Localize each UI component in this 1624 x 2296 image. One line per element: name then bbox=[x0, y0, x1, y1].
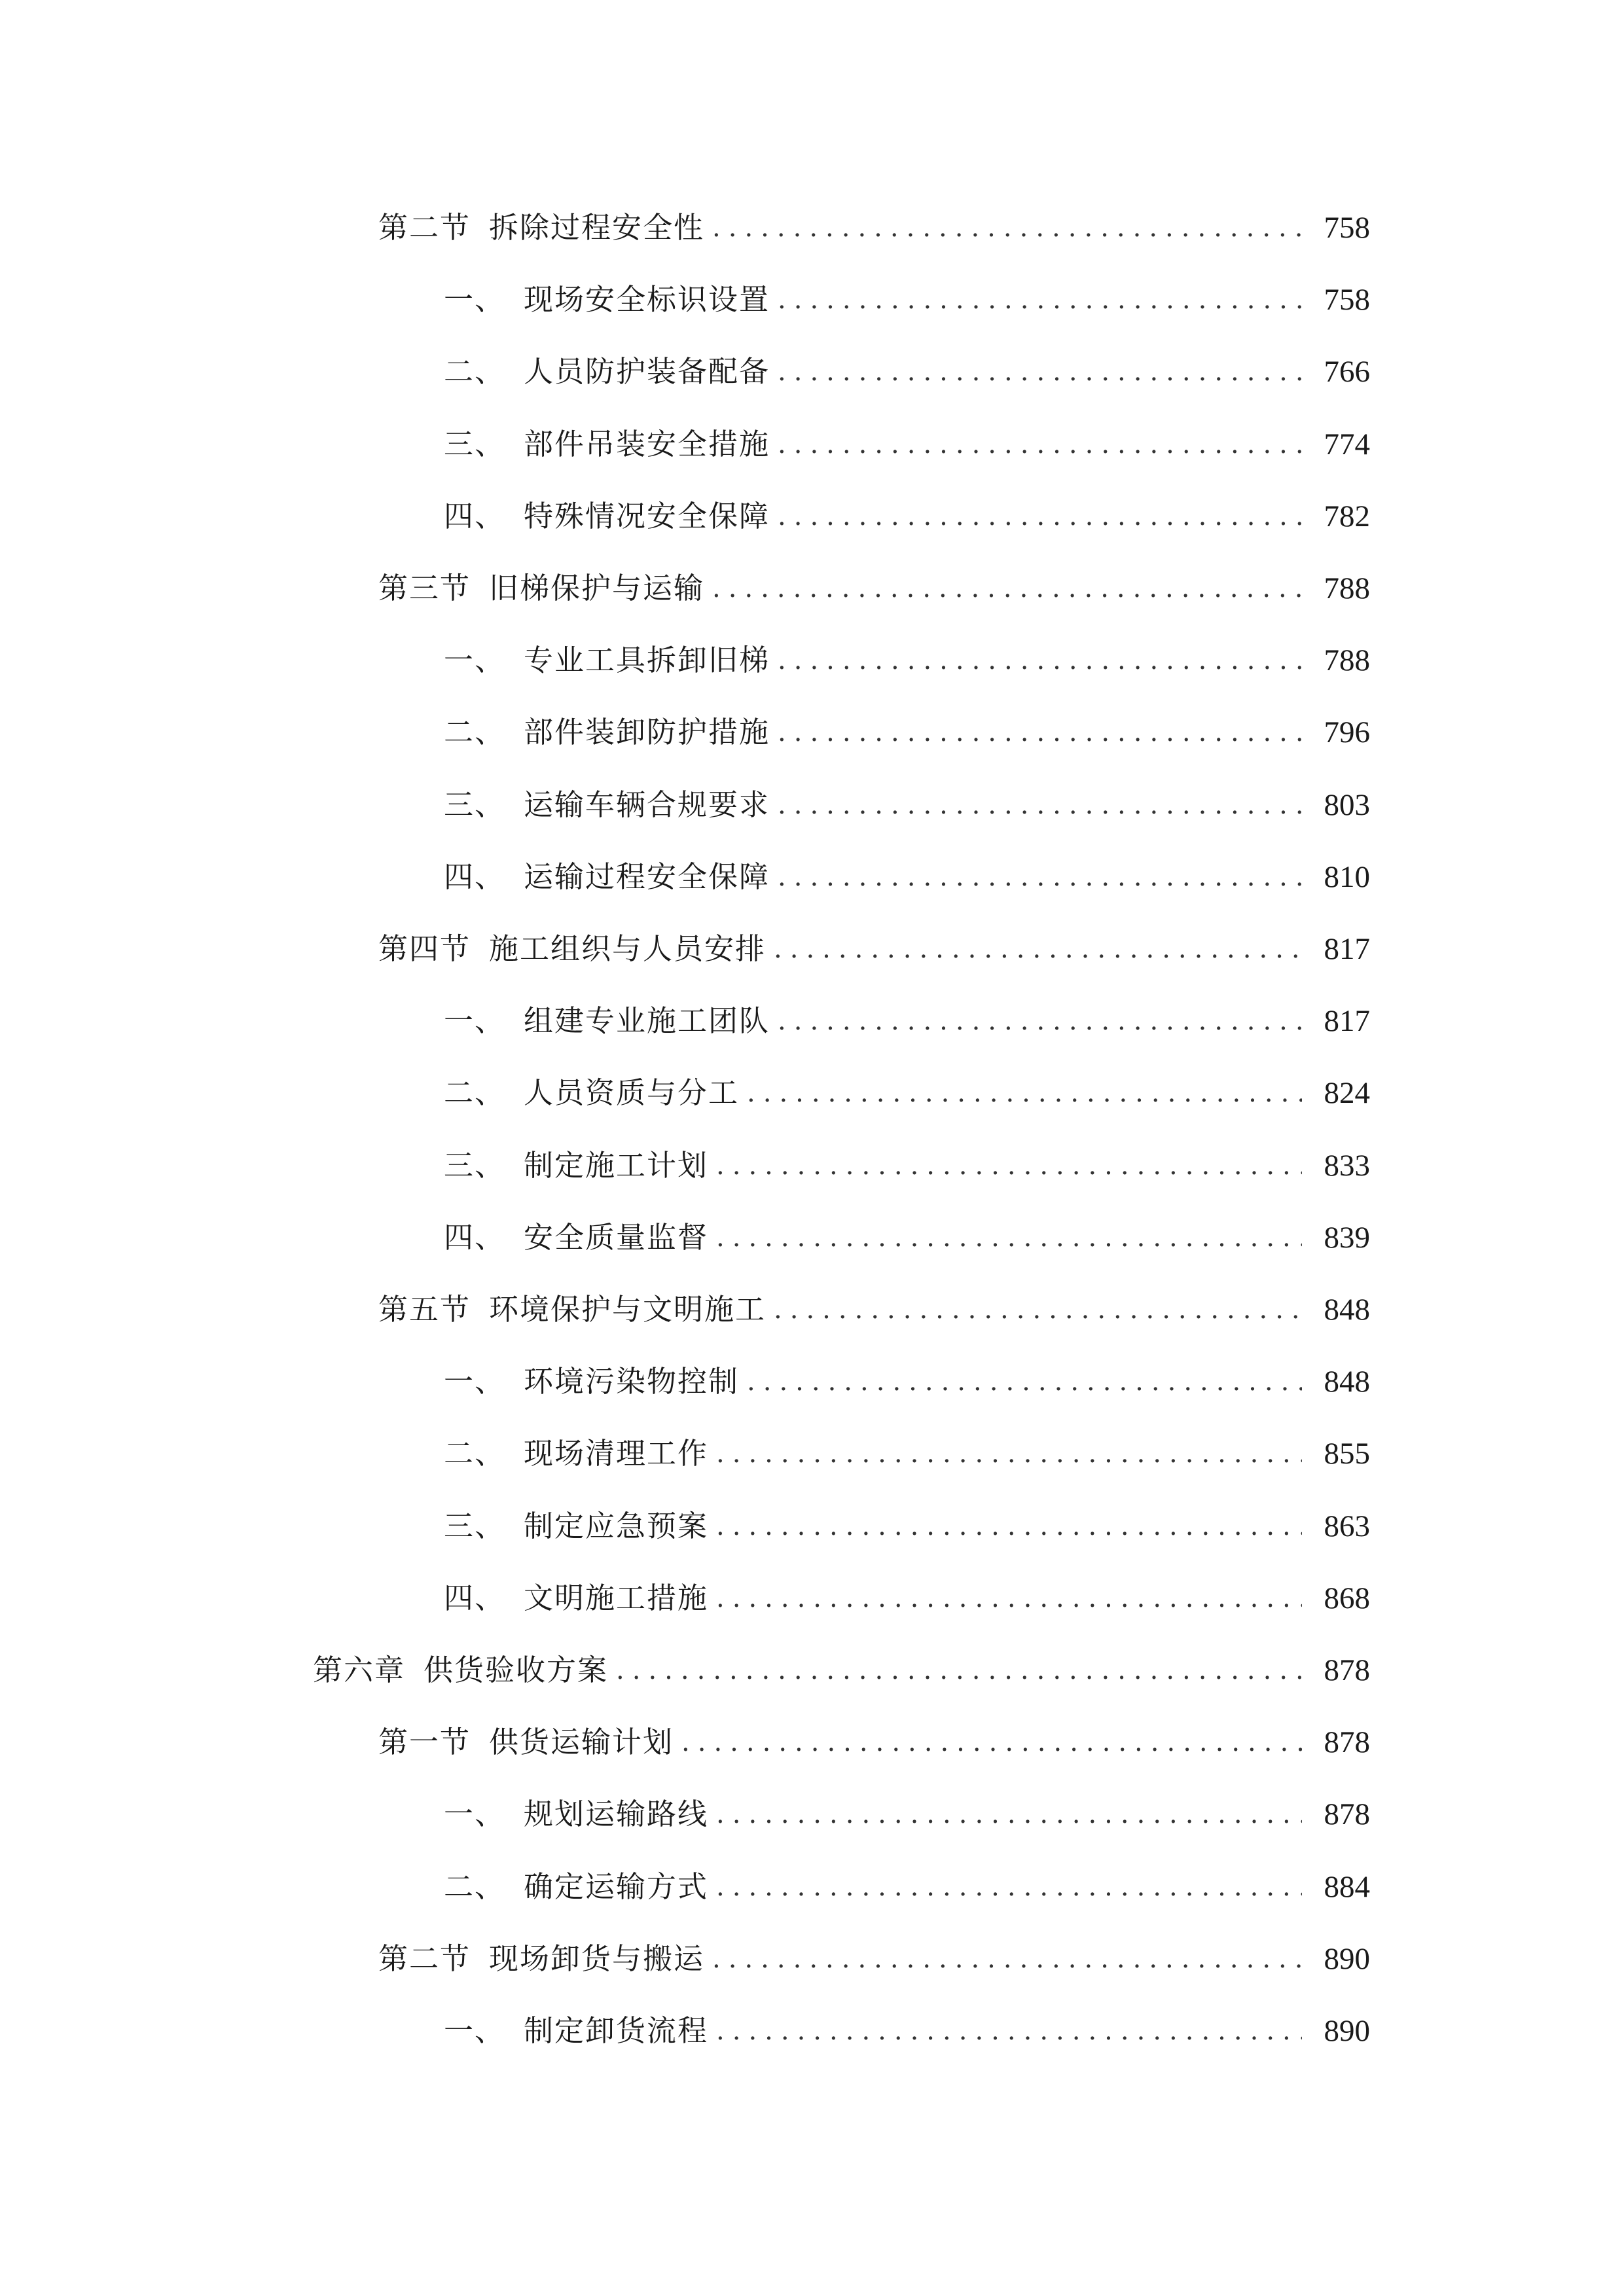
toc-entry-page: 774 bbox=[1324, 427, 1370, 461]
toc-entry-title: 环境保护与文明施工 bbox=[489, 1292, 767, 1327]
dot-leader bbox=[778, 706, 1302, 759]
dot-leader bbox=[778, 490, 1302, 543]
toc-entry-title: 人员资质与分工 bbox=[524, 1075, 740, 1111]
toc-entry-page: 890 bbox=[1324, 2014, 1370, 2048]
toc-entry-page: 803 bbox=[1324, 787, 1370, 822]
dot-leader bbox=[616, 1644, 1302, 1696]
toc-entry[interactable] bbox=[378, 1716, 1370, 1768]
dot-leader bbox=[774, 1283, 1302, 1336]
toc-entry-number: 一、 bbox=[444, 643, 506, 678]
toc-entry-number: 第六章 bbox=[313, 1653, 406, 1687]
toc-entry[interactable] bbox=[444, 2005, 1370, 2057]
toc-entry-page: 817 bbox=[1324, 932, 1370, 966]
toc-entry-page: 758 bbox=[1324, 211, 1370, 245]
dot-leader bbox=[778, 418, 1302, 471]
toc-entry-number: 四、 bbox=[444, 1219, 506, 1255]
toc-entry[interactable] bbox=[444, 634, 1370, 687]
toc-entry-page: 848 bbox=[1324, 1365, 1370, 1399]
toc-entry-number: 三、 bbox=[444, 787, 506, 822]
toc-entry[interactable] bbox=[378, 1933, 1370, 1985]
dot-leader bbox=[716, 1861, 1302, 1913]
toc-entry-number: 第五节 bbox=[378, 1292, 471, 1327]
dot-leader bbox=[712, 1933, 1302, 1985]
toc-entry[interactable] bbox=[378, 562, 1370, 615]
dot-leader bbox=[681, 1716, 1302, 1768]
toc-entry-page: 855 bbox=[1324, 1437, 1370, 1471]
toc-entry-title: 组建专业施工团队 bbox=[524, 1003, 770, 1039]
toc-entry-number: 第四节 bbox=[378, 931, 471, 966]
toc-entry[interactable] bbox=[444, 995, 1370, 1047]
toc-entry-number: 一、 bbox=[444, 282, 506, 317]
toc-entry-title: 现场卸货与搬运 bbox=[489, 1941, 705, 1976]
toc-entry-number: 二、 bbox=[444, 715, 506, 750]
toc-entry-page: 839 bbox=[1324, 1220, 1370, 1255]
toc-entry-page: 782 bbox=[1324, 499, 1370, 533]
toc-entry-page: 878 bbox=[1324, 1797, 1370, 1832]
toc-entry[interactable] bbox=[444, 1861, 1370, 1913]
dot-leader bbox=[716, 2005, 1302, 2057]
toc-entry-page: 863 bbox=[1324, 1509, 1370, 1543]
toc-entry-page: 824 bbox=[1324, 1076, 1370, 1111]
dot-leader bbox=[778, 995, 1302, 1047]
dot-leader bbox=[778, 851, 1302, 903]
dot-leader bbox=[716, 1788, 1302, 1840]
toc-entry-title: 特殊情况安全保障 bbox=[524, 498, 770, 533]
toc-entry-title: 供货验收方案 bbox=[424, 1653, 609, 1687]
toc-entry-number: 四、 bbox=[444, 498, 506, 533]
toc-entry-number: 一、 bbox=[444, 2013, 506, 2048]
toc-entry[interactable] bbox=[444, 1355, 1370, 1408]
toc-entry-title: 环境污染物控制 bbox=[524, 1364, 740, 1399]
dot-leader bbox=[716, 1572, 1302, 1624]
toc-entry-title: 安全质量监督 bbox=[524, 1219, 709, 1255]
dot-leader bbox=[712, 202, 1302, 254]
toc-entry[interactable] bbox=[444, 851, 1370, 903]
dot-leader bbox=[716, 1500, 1302, 1552]
toc-entry-page: 810 bbox=[1324, 859, 1370, 894]
toc-entry-page: 833 bbox=[1324, 1148, 1370, 1183]
toc-entry-title: 制定应急预案 bbox=[524, 1508, 709, 1543]
toc-entry-page: 890 bbox=[1324, 1941, 1370, 1976]
toc-entry-number: 二、 bbox=[444, 354, 506, 389]
toc-entry[interactable] bbox=[444, 1572, 1370, 1624]
toc-entry[interactable] bbox=[378, 202, 1370, 254]
toc-entry[interactable] bbox=[444, 779, 1370, 831]
toc-entry-number: 二、 bbox=[444, 1869, 506, 1904]
toc-entry-title: 制定卸货流程 bbox=[524, 2013, 709, 2048]
toc-entry[interactable] bbox=[444, 418, 1370, 471]
toc-entry-page: 848 bbox=[1324, 1293, 1370, 1327]
toc-entry[interactable] bbox=[313, 1644, 1370, 1696]
toc-entry-number: 第一节 bbox=[378, 1725, 471, 1760]
dot-leader bbox=[712, 562, 1302, 615]
toc-entry-title: 人员防护装备配备 bbox=[524, 354, 770, 389]
toc-entry[interactable] bbox=[444, 346, 1370, 398]
toc-entry[interactable] bbox=[444, 490, 1370, 543]
toc-entry-title: 施工组织与人员安排 bbox=[489, 931, 767, 966]
dot-leader bbox=[716, 1211, 1302, 1264]
toc-entry[interactable] bbox=[444, 1211, 1370, 1264]
toc-entry-title: 部件吊装安全措施 bbox=[524, 426, 770, 461]
toc-entry-number: 第二节 bbox=[378, 1941, 471, 1976]
toc-entry[interactable] bbox=[444, 1500, 1370, 1552]
toc-entry-number: 一、 bbox=[444, 1364, 506, 1399]
dot-leader bbox=[747, 1355, 1302, 1408]
toc-entry[interactable] bbox=[444, 1067, 1370, 1119]
toc-entry-title: 现场安全标识设置 bbox=[524, 282, 770, 317]
toc-entry-page: 878 bbox=[1324, 1725, 1370, 1760]
toc-entry-number: 第二节 bbox=[378, 210, 471, 245]
toc-entry-number: 一、 bbox=[444, 1003, 506, 1039]
toc-entry-number: 四、 bbox=[444, 1580, 506, 1615]
toc-entry-title: 现场清理工作 bbox=[524, 1436, 709, 1471]
toc-entry-title: 文明施工措施 bbox=[524, 1580, 709, 1615]
dot-leader bbox=[774, 923, 1302, 975]
toc-entry-title: 专业工具拆卸旧梯 bbox=[524, 643, 770, 678]
toc-entry-title: 确定运输方式 bbox=[524, 1869, 709, 1904]
toc-entry-title: 规划运输路线 bbox=[524, 1797, 709, 1832]
toc-entry-title: 运输车辆合规要求 bbox=[524, 787, 770, 822]
toc-entry-number: 二、 bbox=[444, 1075, 506, 1111]
toc-entry[interactable] bbox=[444, 274, 1370, 326]
toc-entry[interactable] bbox=[378, 1283, 1370, 1336]
toc-entry-page: 788 bbox=[1324, 571, 1370, 605]
toc-entry[interactable] bbox=[444, 706, 1370, 759]
toc-entry-number: 一、 bbox=[444, 1797, 506, 1832]
dot-leader bbox=[778, 634, 1302, 687]
toc-entry-page: 884 bbox=[1324, 1869, 1370, 1904]
toc-entry-number: 四、 bbox=[444, 859, 506, 894]
dot-leader bbox=[747, 1067, 1302, 1119]
dot-leader bbox=[778, 274, 1302, 326]
dot-leader bbox=[716, 1139, 1302, 1192]
toc-entry-number: 二、 bbox=[444, 1436, 506, 1471]
dot-leader bbox=[778, 346, 1302, 398]
toc-entry-page: 878 bbox=[1324, 1653, 1370, 1687]
toc-entry-page: 796 bbox=[1324, 715, 1370, 750]
toc-entry-number: 三、 bbox=[444, 1147, 506, 1183]
toc-entry-number: 三、 bbox=[444, 1508, 506, 1543]
toc-entry[interactable] bbox=[444, 1788, 1370, 1840]
toc-entry[interactable] bbox=[444, 1139, 1370, 1192]
dot-leader bbox=[716, 1427, 1302, 1480]
toc-entry-title: 部件装卸防护措施 bbox=[524, 715, 770, 750]
toc-entry-title: 拆除过程安全性 bbox=[489, 210, 705, 245]
toc-entry-title: 旧梯保护与运输 bbox=[489, 571, 705, 605]
toc-entry-page: 868 bbox=[1324, 1581, 1370, 1615]
toc-entry-page: 766 bbox=[1324, 355, 1370, 389]
toc-entry-page: 817 bbox=[1324, 1004, 1370, 1039]
toc-entry-title: 供货运输计划 bbox=[489, 1725, 674, 1760]
toc-entry-title: 制定施工计划 bbox=[524, 1147, 709, 1183]
toc-entry[interactable] bbox=[444, 1427, 1370, 1480]
toc-entry[interactable] bbox=[378, 923, 1370, 975]
toc-entry-page: 758 bbox=[1324, 283, 1370, 317]
dot-leader bbox=[778, 779, 1302, 831]
toc-entry-number: 第三节 bbox=[378, 571, 471, 605]
toc-entry-number: 三、 bbox=[444, 426, 506, 461]
toc-entry-title: 运输过程安全保障 bbox=[524, 859, 770, 894]
toc-entry-page: 788 bbox=[1324, 643, 1370, 678]
